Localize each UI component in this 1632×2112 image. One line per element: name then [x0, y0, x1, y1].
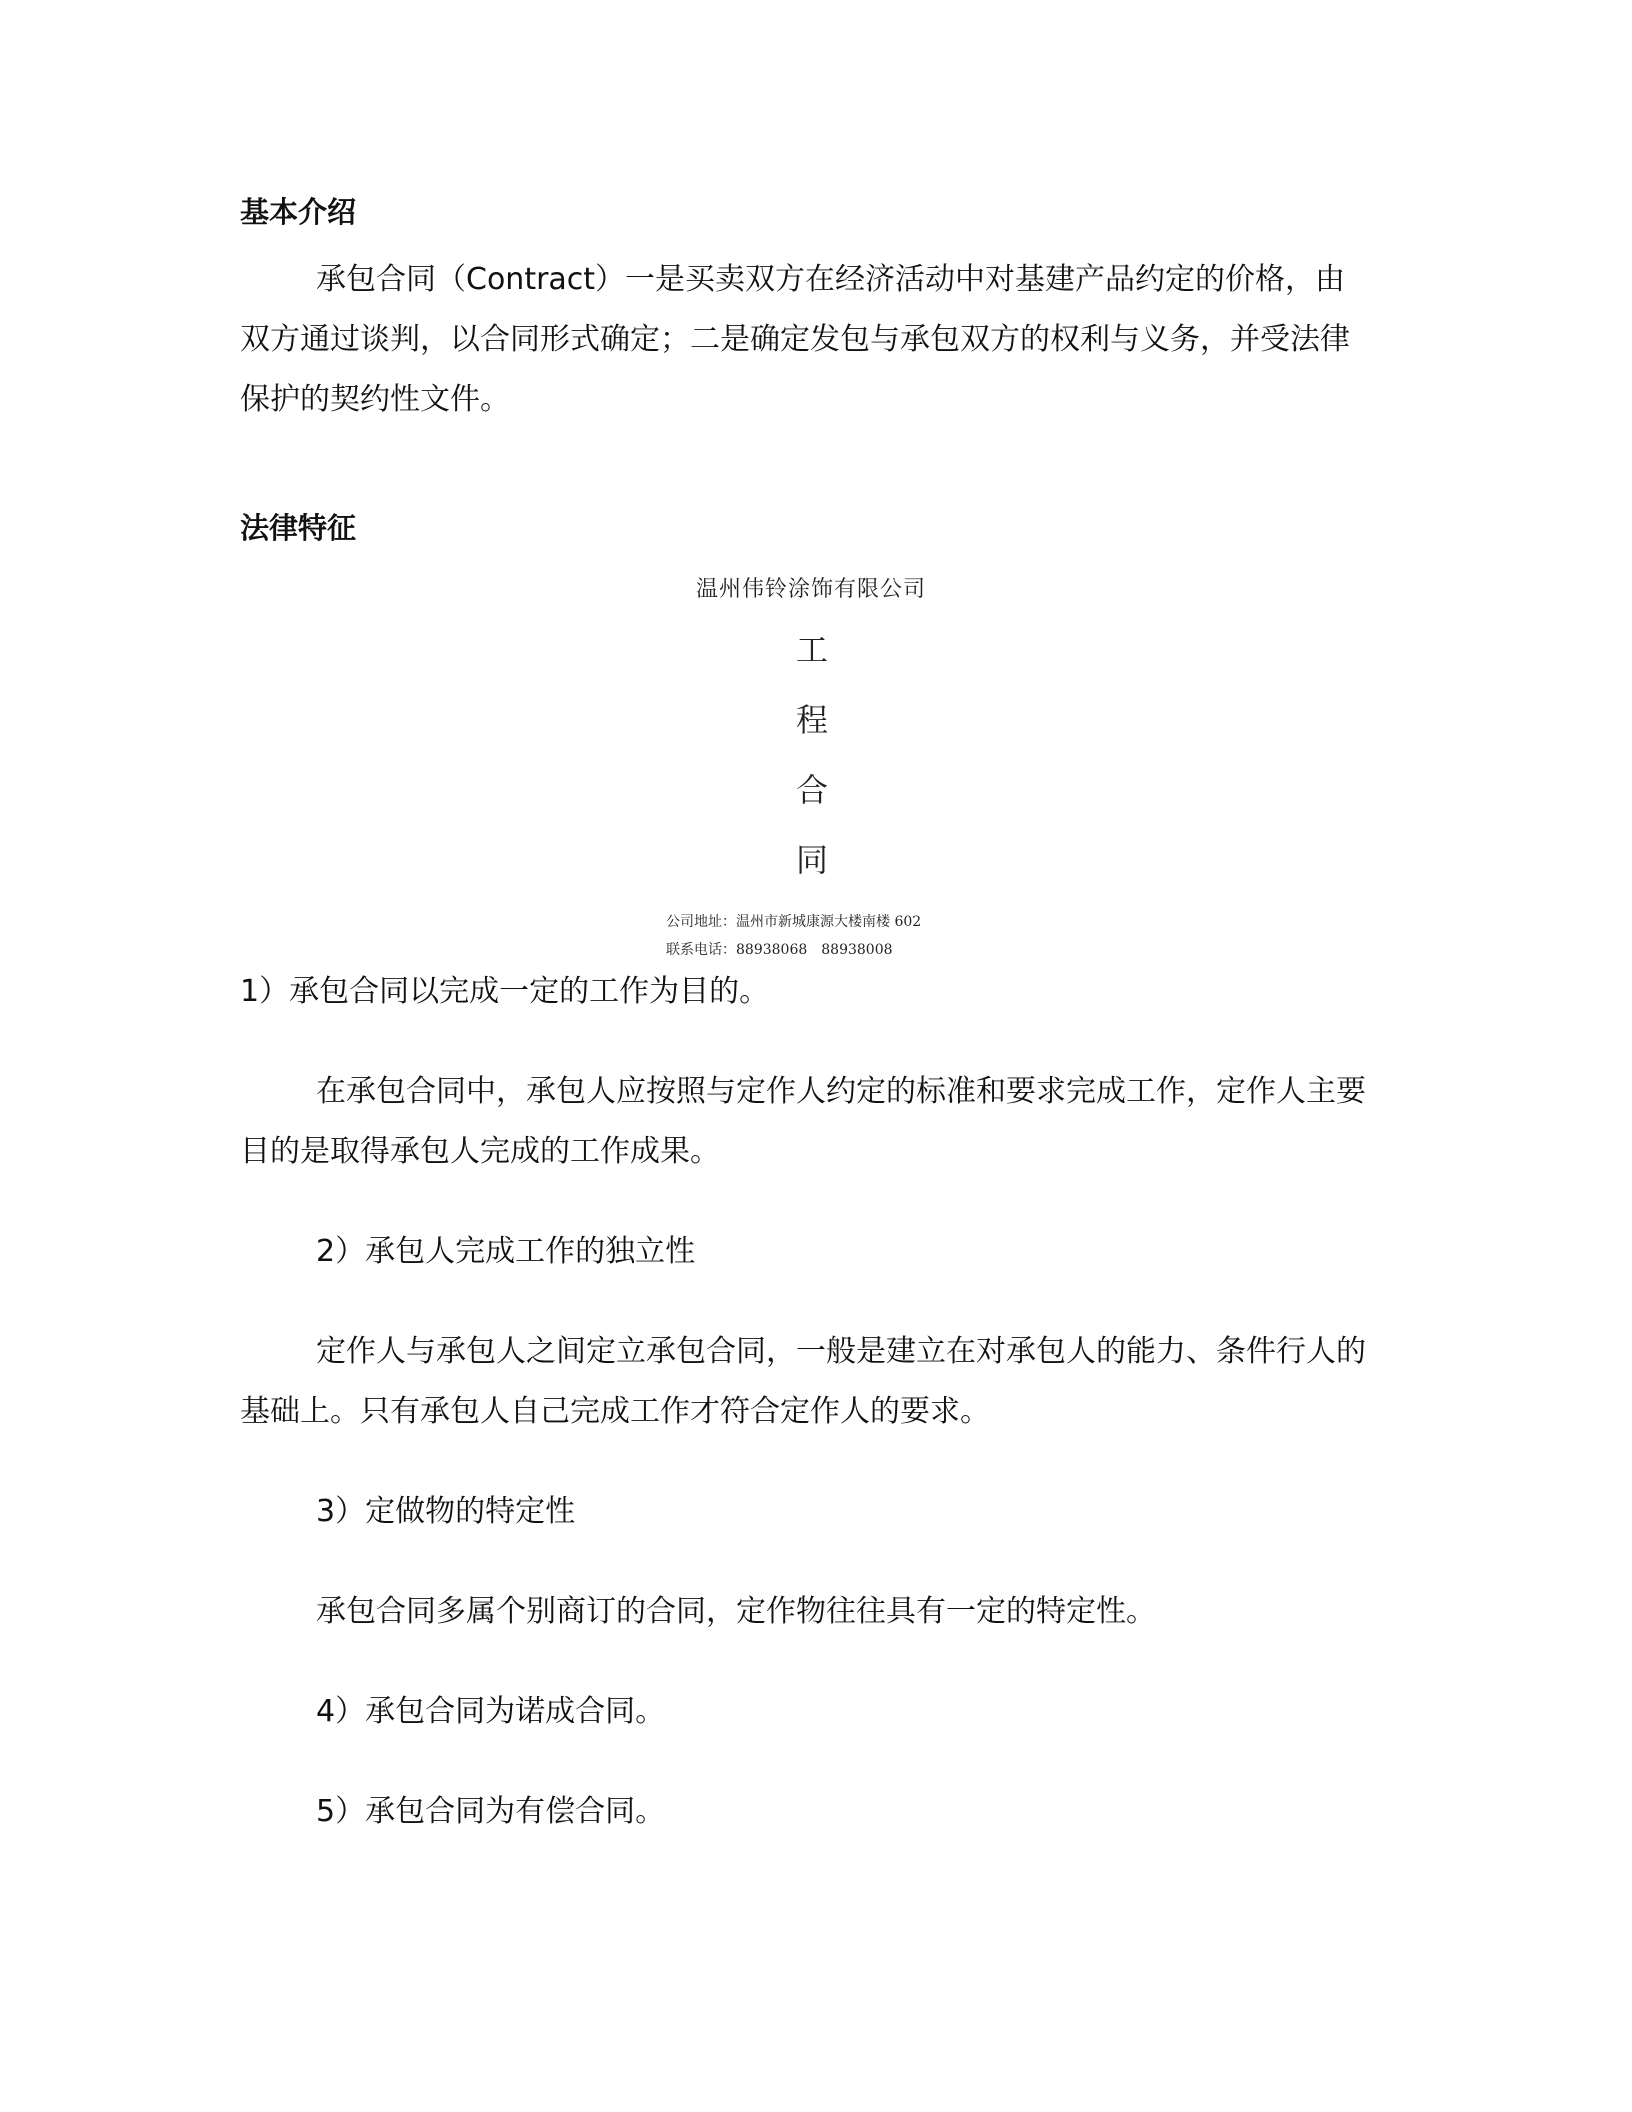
feature-3-body: 承包合同多属个别商订的合同，定作物往往具有一定的特定性。 — [316, 1594, 1156, 1629]
feature-3-title: 3）定做物的特定性 — [316, 1494, 576, 1529]
intro-heading: 基本介绍 — [240, 195, 357, 229]
intro-paragraph: 承包合同（Contract）一是买卖双方在经济活动中对基建产品约定的价格，由双方通过谈判，以合同形式确定；二是确定发包与承包双方的权利与义务，并受法律保护的契约性文件。 — [240, 262, 1350, 417]
cover-address: 公司地址：温州市新城康源大楼南楼 602 — [666, 914, 922, 930]
cover-title-char: 合 — [795, 771, 828, 809]
feature-2-title: 2）承包人完成工作的独立性 — [316, 1234, 696, 1269]
cover-title-char: 工 — [795, 631, 828, 669]
feature-4-title: 4）承包合同为诺成合同。 — [316, 1694, 666, 1729]
feature-1-title: 1）承包合同以完成一定的工作为目的。 — [240, 974, 770, 1009]
feature-2-body: 定作人与承包人之间定立承包合同，一般是建立在对承包人的能力、条件行人的基础上。只有承包人自己完成工作才符合定作人的要求。 — [240, 1334, 1366, 1429]
legal-features-heading: 法律特征 — [240, 511, 357, 545]
contract-cover-image — [650, 560, 972, 968]
cover-title-char: 程 — [795, 701, 828, 739]
cover-title-char: 同 — [795, 841, 828, 879]
cover-company-name: 温州伟铃涂饰有限公司 — [695, 577, 926, 602]
cover-phone: 联系电话：88938068 88938008 — [666, 942, 893, 958]
feature-1-body: 在承包合同中，承包人应按照与定作人约定的标准和要求完成工作，定作人主要目的是取得承包人完成的工作成果。 — [240, 1074, 1366, 1169]
feature-5-title: 5）承包合同为有偿合同。 — [316, 1794, 666, 1829]
